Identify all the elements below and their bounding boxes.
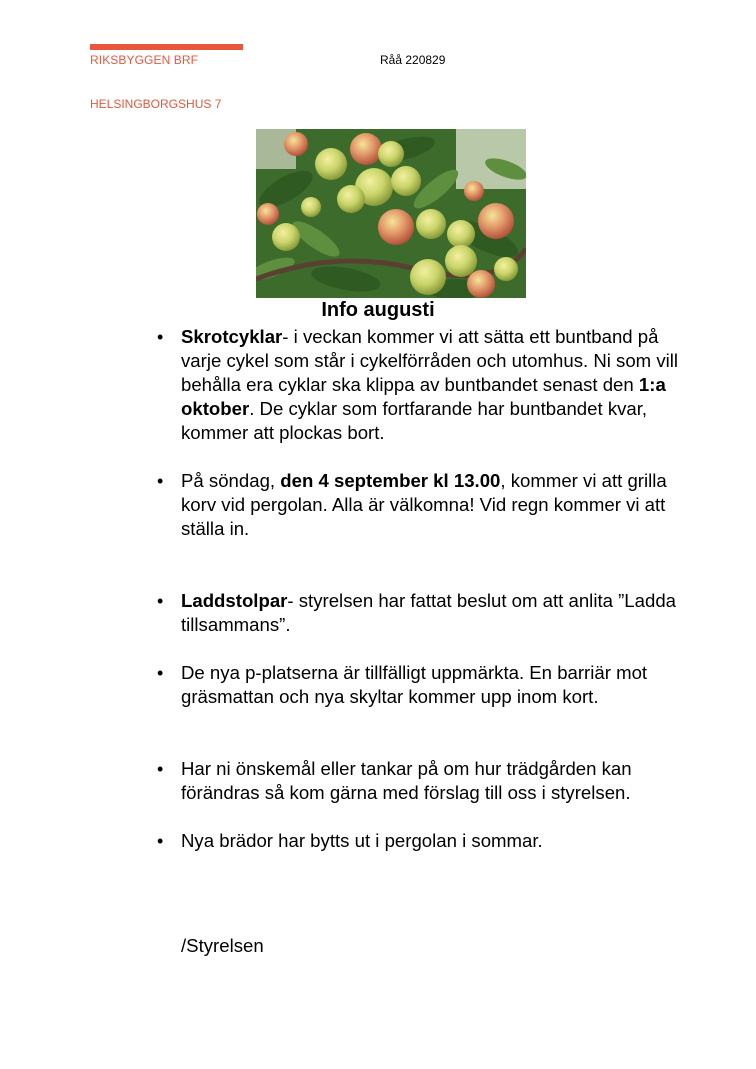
bullet-icon: •: [157, 663, 164, 683]
document-date: Råå 220829: [380, 53, 446, 67]
info-list: [157, 325, 681, 853]
header-accent-bar: [90, 44, 243, 50]
association-name: HELSINGBORGSHUS 7: [90, 97, 222, 111]
organization-name: RIKSBYGGEN BRF: [90, 53, 199, 67]
list-item: • På söndag, den 4 september kl 13.00, kommer vi att grilla korv vid pergolan. Alla är välkomna! Vid regn kommer vi att ställa in.: [157, 470, 667, 539]
signature: /Styrelsen: [181, 935, 264, 956]
page-title: Info augusti: [321, 299, 435, 321]
bullet-icon: •: [157, 327, 164, 347]
bullet-icon: •: [157, 591, 164, 611]
list-item: • De nya p-platserna är tillfälligt uppmärkta. En barriär mot gräsmattan och nya skyltar kommer upp inom kort.: [157, 662, 648, 707]
list-item: • Har ni önskemål eller tankar på om hur trädgården kan förändras så kom gärna med förslag till oss i styrelsen.: [157, 758, 632, 803]
list-item: • Skrotcyklar- i veckan kommer vi att sätta ett buntband på varje cykel som står i cykelförråden och utomhus. Ni som vill behålla era cyklar ska klippa av buntbandet senast den 1:a oktober. De cyklar som fortfarande har buntbandet kvar, kommer att plockas bort.: [157, 326, 679, 443]
apple-tree-photo: [256, 129, 526, 298]
bullet-icon: •: [157, 471, 164, 491]
list-item: • Nya brädor har bytts ut i pergolan i sommar.: [157, 830, 543, 851]
list-item: • Laddstolpar- styrelsen har fattat beslut om att anlita ”Ladda tillsammans”.: [157, 590, 677, 635]
bullet-icon: •: [157, 759, 164, 779]
bullet-icon: •: [157, 831, 164, 851]
